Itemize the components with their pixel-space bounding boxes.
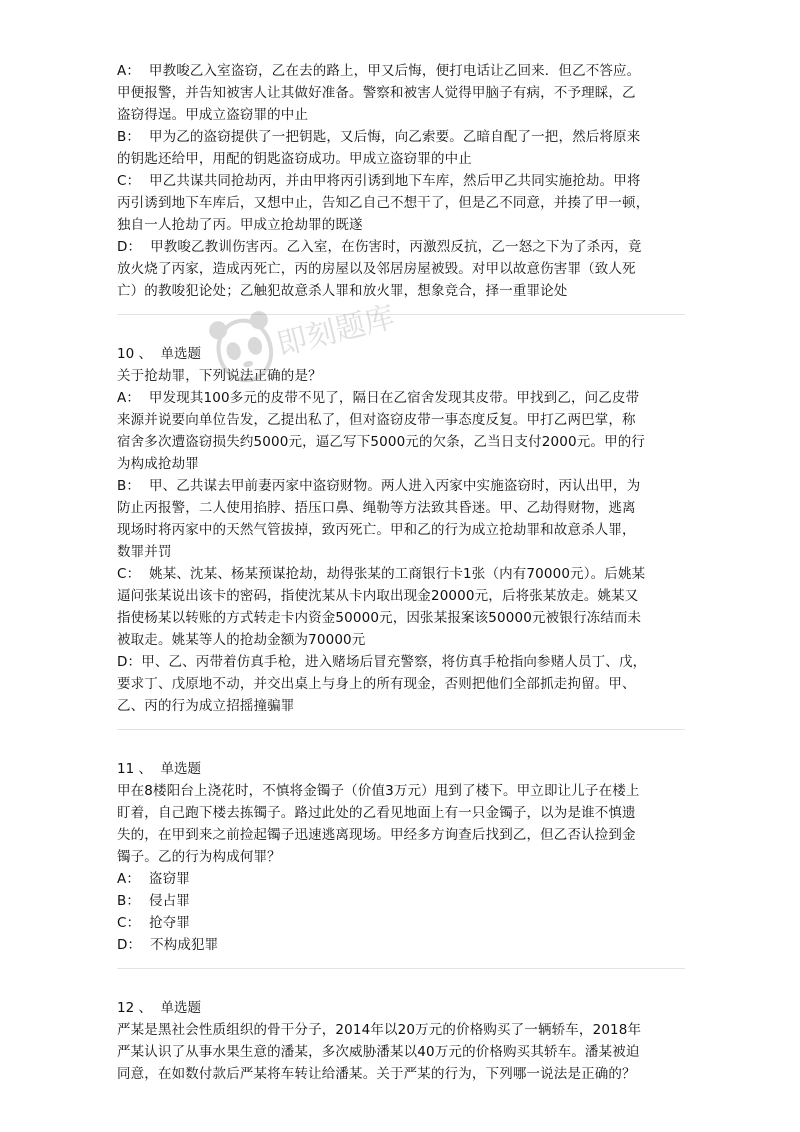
watermark-brand-text: 即刻题库 [273,299,399,363]
text-line: 丙引诱到地下车库后，又想中止，告知乙自己不想干了，但是乙不同意，并揍了甲一顿， [117,195,650,211]
text-line: 数罪并罚 [117,544,172,560]
text-line: 防止丙报警，二人使用掐脖、捂压口鼻、绳勒等方法致其昏迷。甲、乙劫得财物，逃离 [117,500,636,516]
text-line: 现场时将丙家中的天然气管拔掉，致丙死亡。甲和乙的行为成立抢劫罪和故意杀人罪， [117,522,636,538]
question-header: 11 、 单选题 [117,761,202,777]
text-line: B： 侵占罪 [117,893,190,909]
text-line: C： 甲乙共谋共同抢劫丙，并由甲将丙引诱到地下车库，然后甲乙共同实施抢劫。甲将 [117,173,641,189]
document-page [117,60,685,1085]
text-line: B： 甲、乙共谋去甲前妻丙家中盗窃财物。两人进入丙家中实施盗窃时，丙认出甲，为 [117,478,641,494]
text-line: 同意，在如数付款后严某将车转让给潘某。关于严某的行为，下列哪一说法是正确的？ [117,1066,636,1082]
text-line: B： 甲为乙的盗窃提供了一把钥匙，又后悔，向乙索要。乙暗自配了一把，然后将原来 [117,129,641,145]
text-line: 严某认识了从事水果生意的潘某，多次威胁潘某以40万元的价格购买其轿车。潘某被迫 [117,1044,640,1060]
question-9-options [117,60,685,302]
text-line: 要求丁、戊原地不动，并交出桌上与身上的所有现金，否则把他们全部抓走拘留。甲、 [117,676,636,692]
text-line: D：甲、乙、丙带着仿真手枪，进入赌场后冒充警察，将仿真手枪指向参赌人员丁、戊， [117,654,647,670]
text-line: 宿舍多次遭盗窃损失约5000元，逼乙写下5000元的欠条，乙当日支付2000元。甲的行 [117,434,646,450]
question-11 [117,758,685,956]
question-body [117,780,685,956]
text-line: 独自一人抢劫了丙。甲成立抢劫罪的既遂 [117,217,363,233]
text-line: 为构成抢劫罪 [117,456,199,472]
text-line: 关于抢劫罪，下列说法正确的是？ [117,368,322,384]
text-line: A： 甲发现其100多元的皮带不见了，隔日在乙宿舍发现其皮带。甲找到乙，问乙皮带 [117,390,640,406]
text-line: 的钥匙还给甲，用配的钥匙盗窃成功。甲成立盗窃罪的中止 [117,151,472,167]
question-header: 12 、 单选题 [117,1000,202,1016]
text-line: 严某是黑社会性质组织的骨干分子，2014年以20万元的价格购买了一辆轿车，2018年 [117,1022,642,1038]
text-line: 逼问张某说出该卡的密码，指使沈某从卡内取出现金20000元，后将张某放走。姚某又 [117,588,639,604]
text-line: 指使杨某以转账的方式转走卡内资金50000元，因张某报案该50000元被银行冻结而未 [117,610,642,626]
question-10 [117,343,685,717]
text-line: 盗窃得逞。甲成立盗窃罪的中止 [117,107,309,123]
text-line: 被取走。姚某等人的抢劫金额为70000元 [117,632,366,648]
question-body [117,365,685,717]
text-line: A： 盗窃罪 [117,871,190,887]
text-line: 乙、丙的行为成立招摇撞骗罪 [117,698,295,714]
text-line: C： 抢夺罪 [117,915,191,931]
question-12 [117,997,685,1085]
question-header: 10 、 单选题 [117,346,202,362]
text-line: A： 甲教唆乙入室盗窃，乙在去的路上，甲又后悔，便打电话让乙回来．但乙不答应。 [117,63,641,79]
text-line: 放火烧了丙家，造成丙死亡，丙的房屋以及邻居房屋被毁。对甲以故意伤害罪（致人死 [117,261,636,277]
text-line: 甲在8楼阳台上浇花时，不慎将金镯子（价值3万元）甩到了楼下。甲立即让儿子在楼上 [117,783,640,799]
text-line: C： 姚某、沈某、杨某预谋抢劫，劫得张某的工商银行卡1张（内有70000元）。后姚某 [117,566,646,582]
text-line: 失的，在甲到来之前捡起镯子迅速逃离现场。甲经多方询查后找到乙，但乙否认捡到金 [117,827,636,843]
text-line: 来源并说要向单位告发，乙提出私了，但对盗窃皮带一事态度反复。甲打乙两巴掌，称 [117,412,636,428]
question-body [117,1019,685,1085]
text-line: 盯着，自己跑下楼去拣镯子。路过此处的乙看见地面上有一只金镯子，以为是谁不慎遗 [117,805,636,821]
text-line: 甲便报警，并告知被害人让其做好准备。警察和被害人觉得甲脑子有病，不予理睬，乙 [117,85,636,101]
text-line: D： 甲教唆乙教训伤害丙。乙入室，在伤害时，丙激烈反抗，乙一怒之下为了杀丙，竟 [117,239,642,255]
text-line: 亡）的教唆犯论处；乙触犯故意杀人罪和放火罪，想象竞合，择一重罪论处 [117,283,568,299]
text-line: D： 不构成犯罪 [117,937,219,953]
text-line: 镯子。乙的行为构成何罪？ [117,849,281,865]
